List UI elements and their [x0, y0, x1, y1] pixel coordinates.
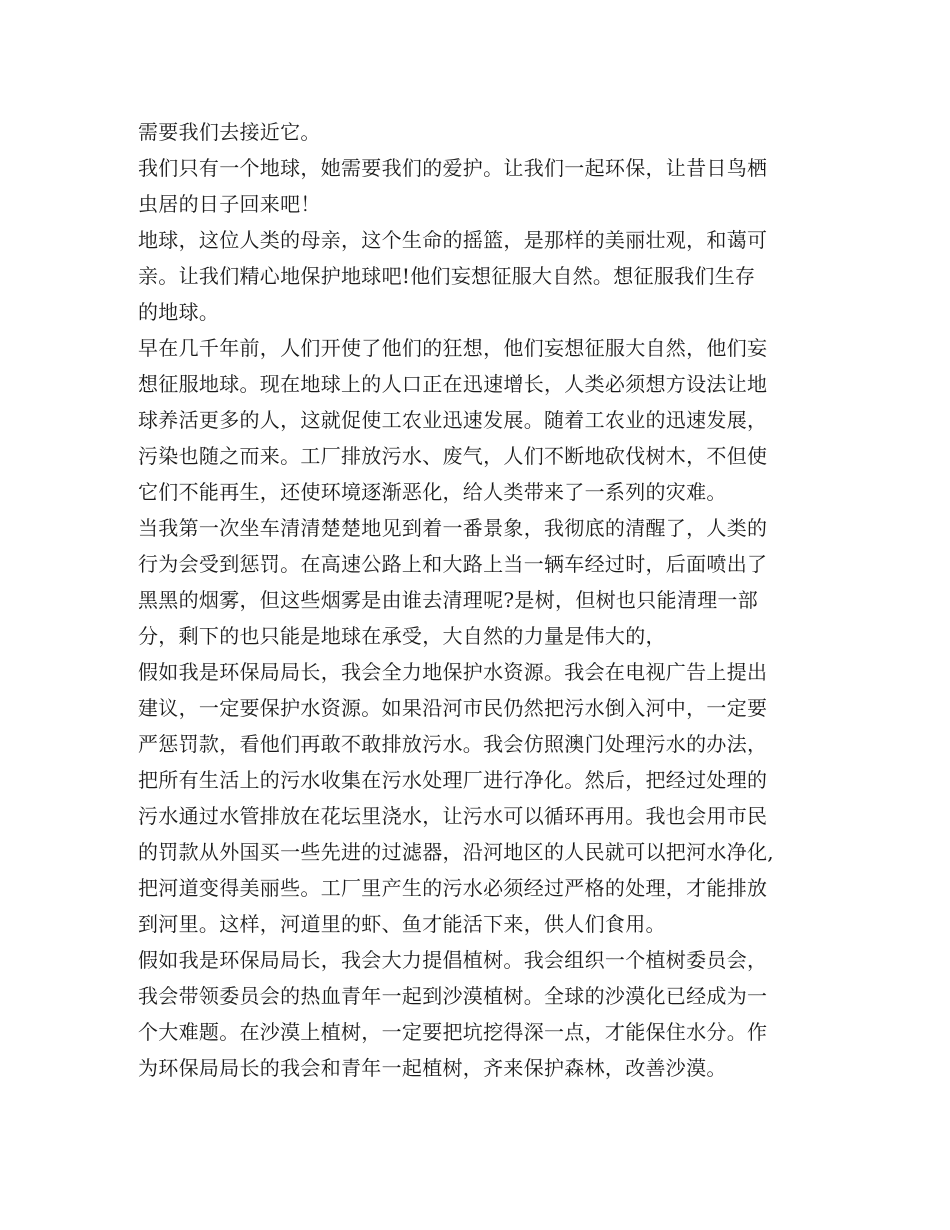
text-line: 污染也随之而来。工厂排放污水、废气，人们不断地砍伐树木，不但使	[138, 444, 768, 468]
text-line: 假如我是环保局局长，我会大力提倡植树。我会组织一个植树委员会，	[138, 948, 768, 972]
text-line: 球养活更多的人，这就促使工农业迅速发展。随着工农业的迅速发展，	[138, 408, 768, 432]
text-line: 我会带领委员会的热血青年一起到沙漠植树。全球的沙漠化已经成为一	[138, 984, 768, 1008]
text-line: 我们只有一个地球，她需要我们的爱护。让我们一起环保，让昔日鸟栖	[138, 156, 768, 180]
text-line: 当我第一次坐车清清楚楚地见到着一番景象，我彻底的清醒了，人类的	[138, 516, 768, 540]
text-line: 想征服地球。现在地球上的人口正在迅速增长，人类必须想方设法让地	[138, 372, 768, 396]
text-line: 行为会受到惩罚。在高速公路上和大路上当一辆车经过时，后面喷出了	[138, 552, 768, 576]
text-line: 污水通过水管排放在花坛里浇水，让污水可以循环再用。我也会用市民	[138, 804, 768, 828]
text-line: 早在几千年前，人们开使了他们的狂想，他们妄想征服大自然，他们妄	[138, 336, 768, 360]
text-line: 为环保局局长的我会和青年一起植树，齐来保护森林，改善沙漠。	[138, 1056, 727, 1080]
text-line: 地球，这位人类的母亲，这个生命的摇篮，是那样的美丽壮观，和蔼可	[138, 228, 768, 252]
text-line: 到河里。这样，河道里的虾、鱼才能活下来，供人们食用。	[138, 912, 666, 936]
text-line: 的罚款从外国买一些先进的过滤器，沿河地区的人民就可以把河水净化,	[138, 840, 774, 864]
text-line: 分，剩下的也只能是地球在承受，大自然的力量是伟大的，	[138, 624, 666, 648]
text-line: 把所有生活上的污水收集在污水处理厂进行净化。然后，把经过处理的	[138, 768, 768, 792]
text-line: 建议，一定要保护水资源。如果沿河市民仍然把污水倒入河中，一定要	[138, 696, 768, 720]
text-line: 黑黑的烟雾，但这些烟雾是由谁去清理呢?是树，但树也只能清理一部	[138, 588, 759, 612]
document-body	[138, 114, 828, 1086]
text-line: 严惩罚款，看他们再敢不敢排放污水。我会仿照澳门处理污水的办法，	[138, 732, 768, 756]
text-line: 个大难题。在沙漠上植树，一定要把坑挖得深一点，才能保住水分。作	[138, 1020, 768, 1044]
text-line: 它们不能再生，还使环境逐渐恶化，给人类带来了一系列的灾难。	[138, 480, 727, 504]
text-line: 亲。让我们精心地保护地球吧!他们妄想征服大自然。想征服我们生存	[138, 264, 756, 288]
text-line: 把河道变得美丽些。工厂里产生的污水必须经过严格的处理，才能排放	[138, 876, 768, 900]
text-line: 虫居的日子回来吧！	[138, 192, 321, 216]
text-line: 需要我们去接近它。	[138, 120, 321, 144]
text-line: 的地球。	[138, 300, 220, 324]
text-line: 假如我是环保局局长，我会全力地保护水资源。我会在电视广告上提出	[138, 660, 768, 684]
